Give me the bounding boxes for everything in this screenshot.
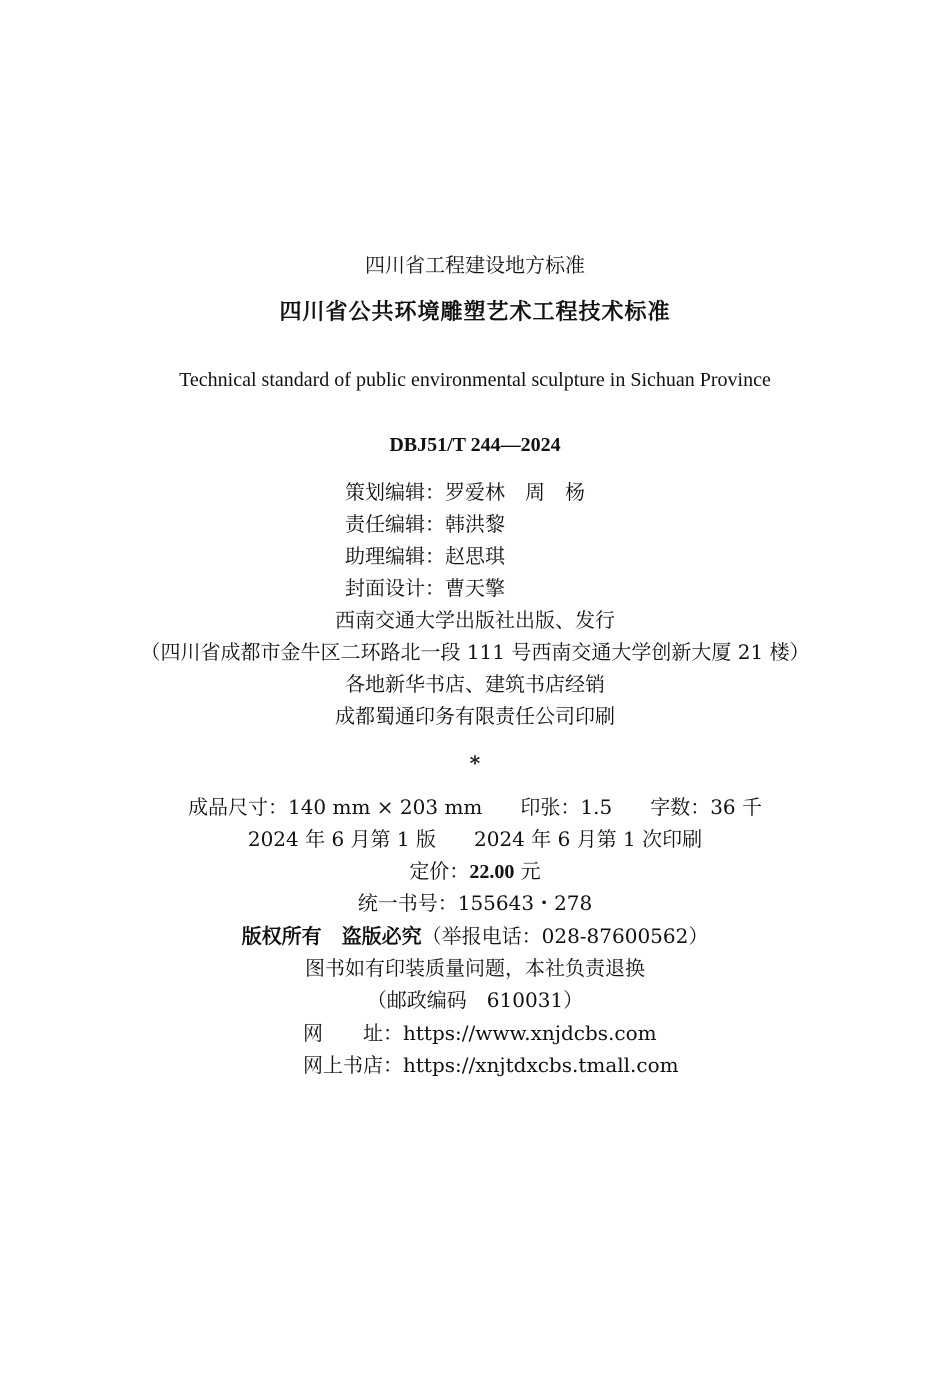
publisher-address: （四川省成都市金牛区二环路北一段 111 号西南交通大学创新大厦 21 楼） [140, 640, 810, 664]
postal-code: （邮政编码 610031） [366, 988, 584, 1012]
spec-size: 成品尺寸：140 mm × 203 mm [187, 795, 483, 819]
credit-label: 责任编辑： [345, 512, 445, 536]
website-url[interactable]: https://www.xnjdcbs.com [403, 1021, 657, 1045]
spec-words: 字数：36 千 [650, 795, 763, 819]
report-hotline: （举报电话：028-87600562） [421, 924, 709, 948]
standard-code: DBJ51/T 244—2024 [389, 434, 561, 456]
first-edition: 2024 年 6 月第 1 版 [247, 827, 436, 851]
online-store-url[interactable]: https://xnjtdxcbs.tmall.com [403, 1053, 679, 1077]
printer: 成都蜀通印务有限责任公司印刷 [335, 704, 615, 728]
publisher: 西南交通大学出版社出版、发行 [335, 608, 615, 632]
credit-value: 赵思琪 [445, 544, 505, 568]
credit-value: 罗爱林 周 杨 [445, 480, 585, 504]
credit-value: 韩洪黎 [445, 512, 505, 536]
first-print: 2024 年 6 月第 1 次印刷 [474, 827, 703, 851]
specifications [0, 794, 950, 820]
separator: * [469, 751, 481, 775]
website-line [303, 1020, 657, 1046]
price-unit: 元 [514, 859, 541, 883]
rights-reserved: 版权所有 盗版必究 [241, 924, 422, 948]
book-number: 统一书号：155643・278 [357, 891, 593, 915]
price-label: 定价： [409, 859, 470, 883]
credit-value: 曹天擎 [445, 576, 505, 600]
website-label: 网 址： [303, 1021, 403, 1045]
defect-policy: 图书如有印装质量问题，本社负责退换 [305, 956, 645, 980]
online-store-label: 网上书店： [303, 1053, 403, 1077]
copyright-notice [0, 923, 950, 949]
credit-responsible-editor [345, 511, 505, 537]
price [0, 858, 950, 885]
english-title: Technical standard of public environmental sculpture in Sichuan Province [179, 369, 771, 391]
credit-assistant-editor [345, 543, 505, 569]
price-value: 22.00 [469, 861, 515, 883]
credit-label: 策划编辑： [345, 480, 445, 504]
online-store-line [303, 1052, 679, 1078]
credit-label: 助理编辑： [345, 544, 445, 568]
book-title: 四川省公共环境雕塑艺术工程技术标准 [279, 300, 671, 325]
series-title: 四川省工程建设地方标准 [365, 253, 585, 277]
edition-info [0, 826, 950, 852]
credit-planning-editor [345, 479, 585, 505]
spec-sheets: 印张：1.5 [520, 795, 613, 819]
credit-cover-design [345, 575, 505, 601]
credit-label: 封面设计： [345, 576, 445, 600]
distribution: 各地新华书店、建筑书店经销 [345, 672, 605, 696]
